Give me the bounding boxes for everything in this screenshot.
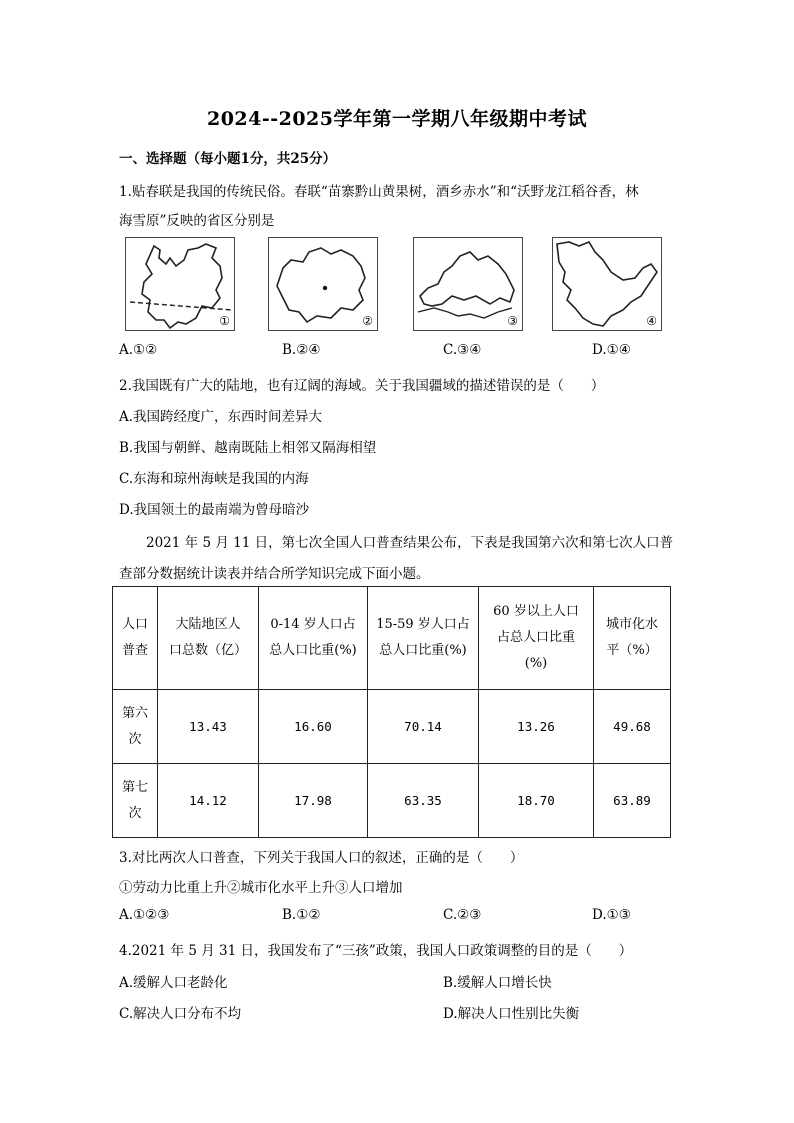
q1-stem-line1: 1.贴春联是我国的传统民俗。春联“苗寨黔山黄果树，酒乡赤水”和“沃野龙江稻谷香，林 [119, 184, 639, 200]
q1-option-d[interactable]: D.①④ [592, 342, 631, 358]
map-number: ④ [646, 314, 657, 328]
census-table [112, 586, 671, 838]
header-cell: 人口 普查 [113, 587, 158, 690]
q2-stem: 2.我国既有广大的陆地，也有辽阔的海域。关于我国疆域的描述错误的是（ ） [119, 378, 605, 394]
table-cell: 16.60 [259, 690, 368, 764]
intro-line1: 2021 年 5 月 11 日，第七次全国人口普查结果公布，下表是我国第六次和第七次人口普 [146, 535, 674, 551]
table-cell: 63.35 [368, 764, 479, 838]
header-cell: 15-59 岁人口占 总人口比重(%) [368, 587, 479, 690]
q1-option-a[interactable]: A.①② [119, 342, 158, 358]
table-header-row [113, 587, 671, 690]
table-cell: 14.12 [158, 764, 259, 838]
q1-option-c[interactable]: C.③④ [443, 342, 482, 358]
q4-option-b[interactable]: B.缓解人口增长快 [443, 975, 552, 991]
table-cell: 49.68 [594, 690, 671, 764]
table-row [113, 764, 671, 838]
q2-option-d[interactable]: D.我国领土的最南端为曾母暗沙 [119, 502, 310, 518]
section-heading: 一、选择题（每小题1分，共25分） [119, 151, 337, 167]
q2-option-b[interactable]: B.我国与朝鲜、越南既陆上相邻又隔海相望 [119, 440, 377, 456]
map-3-outline [413, 237, 523, 331]
q2-option-a[interactable]: A.我国跨经度广，东西时间差异大 [119, 409, 323, 425]
table-cell: 13.43 [158, 690, 259, 764]
exam-title: 2024--2025学年第一学期八年级期中考试 [206, 108, 588, 130]
q3-option-d[interactable]: D.①③ [592, 907, 631, 923]
q4-option-a[interactable]: A.缓解人口老龄化 [119, 975, 228, 991]
map-4-heilongjiang [552, 237, 662, 331]
q3-option-a[interactable]: A.①②③ [119, 907, 170, 923]
q3-option-b[interactable]: B.①② [282, 907, 321, 923]
q3-option-c[interactable]: C.②③ [443, 907, 482, 923]
q4-stem: 4.2021 年 5 月 31 日，我国发布了“三孩”政策，我国人口政策调整的目的是（ ） [119, 943, 633, 959]
q4-option-c[interactable]: C.解决人口分布不均 [119, 1006, 242, 1022]
header-cell: 大陆地区人 口总数（亿） [158, 587, 259, 690]
q2-option-c[interactable]: C.东海和琼州海峡是我国的内海 [119, 471, 309, 487]
q3-items: ①劳动力比重上升②城市化水平上升③人口增加 [119, 880, 403, 896]
row-label: 第六 次 [113, 690, 158, 764]
table-cell: 18.70 [479, 764, 594, 838]
q4-option-d[interactable]: D.解决人口性别比失衡 [443, 1006, 580, 1022]
table-cell: 63.89 [594, 764, 671, 838]
table-cell: 17.98 [259, 764, 368, 838]
map-2-guizhou [268, 237, 378, 331]
table-cell: 13.26 [479, 690, 594, 764]
header-cell: 60 岁以上人口 占总人口比重 (%) [479, 587, 594, 690]
table-cell: 70.14 [368, 690, 479, 764]
header-cell: 城市化水 平（%） [594, 587, 671, 690]
map-number: ③ [507, 314, 518, 328]
map-number: ① [219, 314, 230, 328]
q1-stem-line2: 海雪原”反映的省区分别是 [119, 213, 275, 229]
header-cell: 0-14 岁人口占 总人口比重(%) [259, 587, 368, 690]
intro-line2: 查部分数据统计读表并结合所学知识完成下面小题。 [119, 566, 430, 582]
q3-stem: 3.对比两次人口普查，下列关于我国人口的叙述，正确的是（ ） [119, 850, 524, 866]
table-row [113, 690, 671, 764]
row-label: 第七 次 [113, 764, 158, 838]
map-number: ② [362, 314, 373, 328]
map-1-yunnan [125, 237, 235, 331]
q1-option-b[interactable]: B.②④ [282, 342, 321, 358]
